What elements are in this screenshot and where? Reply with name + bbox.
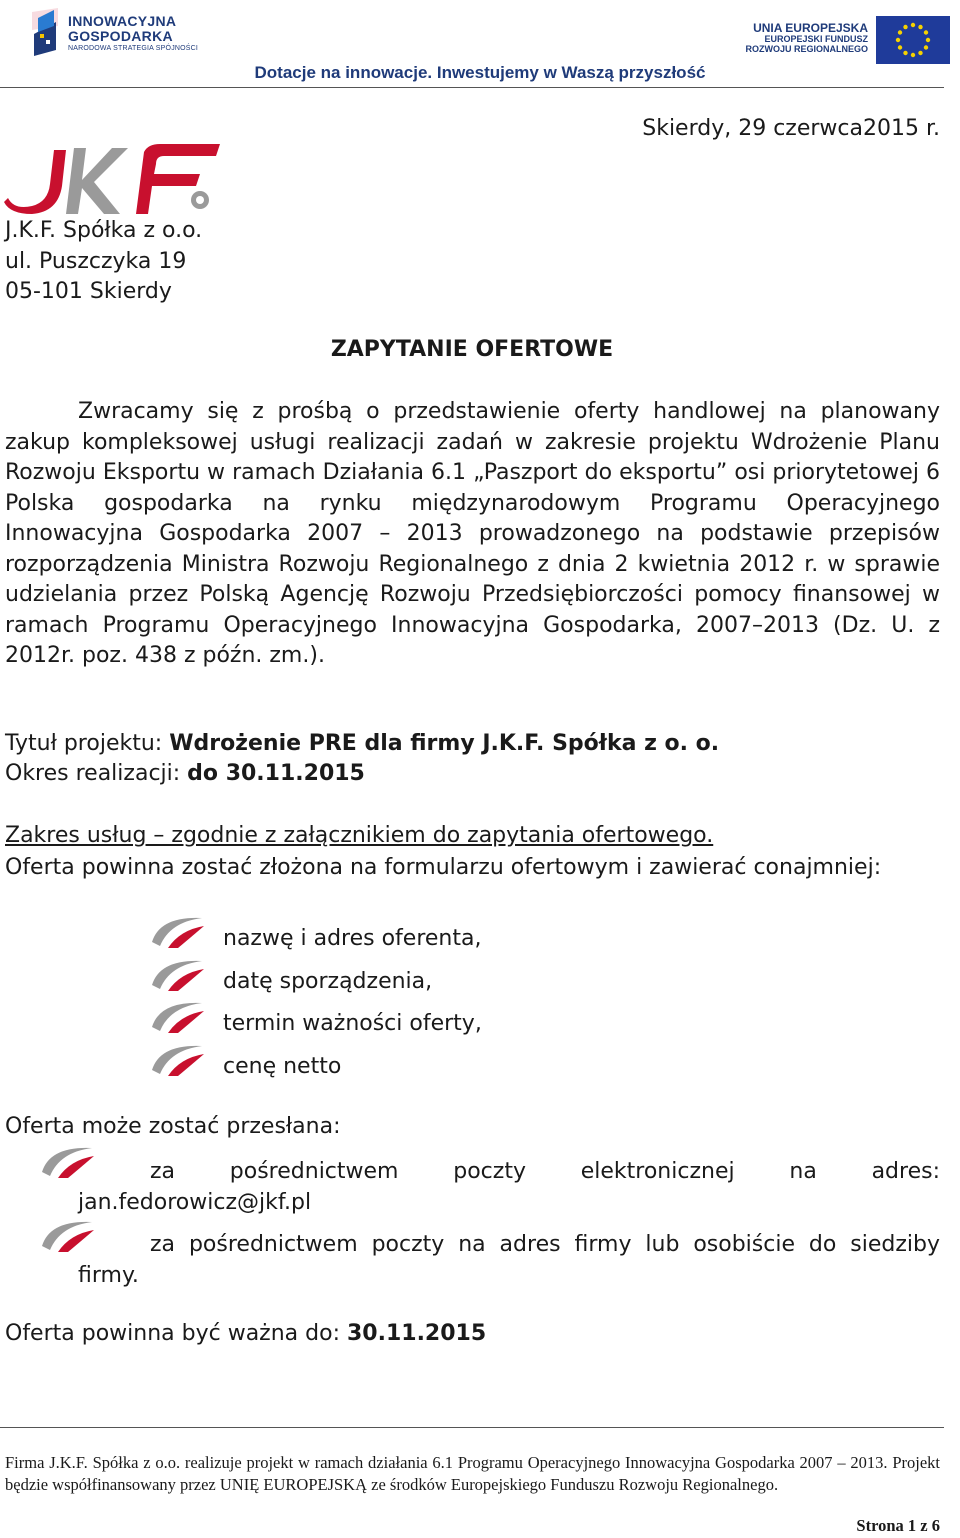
- project-period-line: [5, 761, 365, 786]
- offer-item: cenę netto: [223, 1054, 342, 1079]
- company-name: J.K.F. Spółka z o.o.: [5, 218, 203, 243]
- eu-line3: ROZWOJU REGIONALNEGO: [745, 44, 868, 55]
- eu-star-icon: [898, 45, 902, 49]
- offer-requirements-text: Oferta powinna zostać złożona na formularzu ofertowym i zawierać conajmniej:: [5, 855, 882, 880]
- project-title-line: [5, 731, 719, 756]
- project-title-label: Tytuł projektu:: [5, 731, 170, 756]
- eu-line2: EUROPEJSKI FUNDUSZ: [764, 34, 868, 45]
- eu-star-icon: [926, 38, 930, 42]
- scope-line: Zakres usług – zgodnie z załącznikiem do zapytania ofertowego.: [5, 823, 714, 848]
- page-number: Strona 1 z 6: [856, 1516, 940, 1535]
- eu-star-icon: [911, 53, 915, 57]
- eu-flag-icon: [876, 16, 950, 64]
- ig-logo-line1: INNOWACYJNA: [68, 13, 177, 29]
- offer-validity-line: [5, 1321, 486, 1346]
- project-period-label: Okres realizacji:: [5, 761, 188, 786]
- document-title: ZAPYTANIE OFERTOWE: [330, 337, 614, 362]
- header-divider: [0, 87, 944, 88]
- company-city: 05-101 Skierdy: [5, 279, 172, 304]
- eu-star-icon: [924, 45, 928, 49]
- bullet-swoosh-icon: [150, 955, 206, 993]
- sending-method-post: za pośrednictwem poczty na adres firmy lub osobiście do siedziby firmy.: [78, 1232, 940, 1288]
- letter-date: Skierdy, 29 czerwca2015 r.: [642, 116, 940, 141]
- sending-method-email: za pośrednictwem poczty elektronicznej na adres: jan.fedorowicz@jkf.pl: [78, 1159, 940, 1215]
- ig-logo-text: [68, 14, 198, 53]
- intro-text: Zwracamy się z prośbą o przedstawienie oferty handlowej na planowany zakup kompleksowej usługi realizacji zadań w zakresie projektu Wdrożenie Planu Rozwoju Eksportu w ramach Działania 6.1 „Paszport do eksportu” osi priorytetowej 6 Polska gospodarka na rynku międzynarodowym Programu Operacyjnego Innowacyjna Gospodarka 2007 – 2013 prowadzonego na podstawie przepisów rozporządzenia Ministra Rozwoju Regionalnego z dnia 2 kwietnia 2012 r. w sprawie udzielania przez Polską Agencję Rozwoju Przedsiębiorczości pomocy finansowej w ramach Programu Operacyjnego Innowacyjna Gospodarka, 2007–2013 (Dz. U. z 2012r. poz. 438 z późn. zm.).: [5, 399, 940, 668]
- eu-star-icon: [903, 25, 907, 29]
- offer-item: datę sporządzenia,: [223, 969, 433, 994]
- bullet-swoosh-icon: [150, 997, 206, 1035]
- company-address: [5, 216, 202, 308]
- ig-logo-line3: NARODOWA STRATEGIA SPÓJNOŚCI: [68, 45, 199, 53]
- footer-note: Firma J.K.F. Spółka z o.o. realizuje projekt w ramach działania 6.1 Programu Operacyjnego Innowacyjna Gospodarka 2007 – 2013. Projekt będzie współfinansowany przez UNIĘ EUROPEJSKĄ ze środków Europejskiego Funduszu Rozwoju Regionalnego.: [5, 1453, 940, 1494]
- footer-divider: [0, 1427, 944, 1428]
- eu-star-icon: [903, 51, 907, 55]
- eu-line1: UNIA EUROPEJSKA: [753, 21, 868, 35]
- project-period-value: do 30.11.2015: [187, 761, 365, 786]
- eu-star-icon: [898, 30, 902, 34]
- project-title-value: Wdrożenie PRE dla firmy J.K.F. Spółka z o. o.: [169, 731, 720, 756]
- ig-logo-line2: GOSPODARKA: [68, 27, 173, 44]
- company-street: ul. Puszczyka 19: [5, 248, 187, 274]
- validity-date: 30.11.2015: [346, 1321, 487, 1346]
- header-tagline: Dotacje na innowacje. Inwestujemy w Waszą przyszłość: [254, 63, 706, 82]
- eu-star-icon: [924, 30, 928, 34]
- bullet-swoosh-icon: [150, 1040, 206, 1078]
- eu-fund-text: [742, 22, 868, 55]
- intro-paragraph: [5, 397, 940, 672]
- sending-methods-heading: Oferta może zostać przesłana:: [5, 1114, 341, 1139]
- eu-star-icon: [918, 25, 922, 29]
- ig-emblem-icon: [32, 8, 58, 56]
- eu-star-icon: [896, 38, 900, 42]
- eu-star-icon: [911, 23, 915, 27]
- validity-label: Oferta powinna być ważna do:: [5, 1321, 347, 1346]
- bullet-swoosh-icon: [150, 912, 206, 950]
- eu-star-icon: [918, 51, 922, 55]
- jkf-logo: [4, 140, 222, 216]
- offer-item: termin ważności oferty,: [223, 1011, 482, 1036]
- offer-item: nazwę i adres oferenta,: [223, 926, 482, 951]
